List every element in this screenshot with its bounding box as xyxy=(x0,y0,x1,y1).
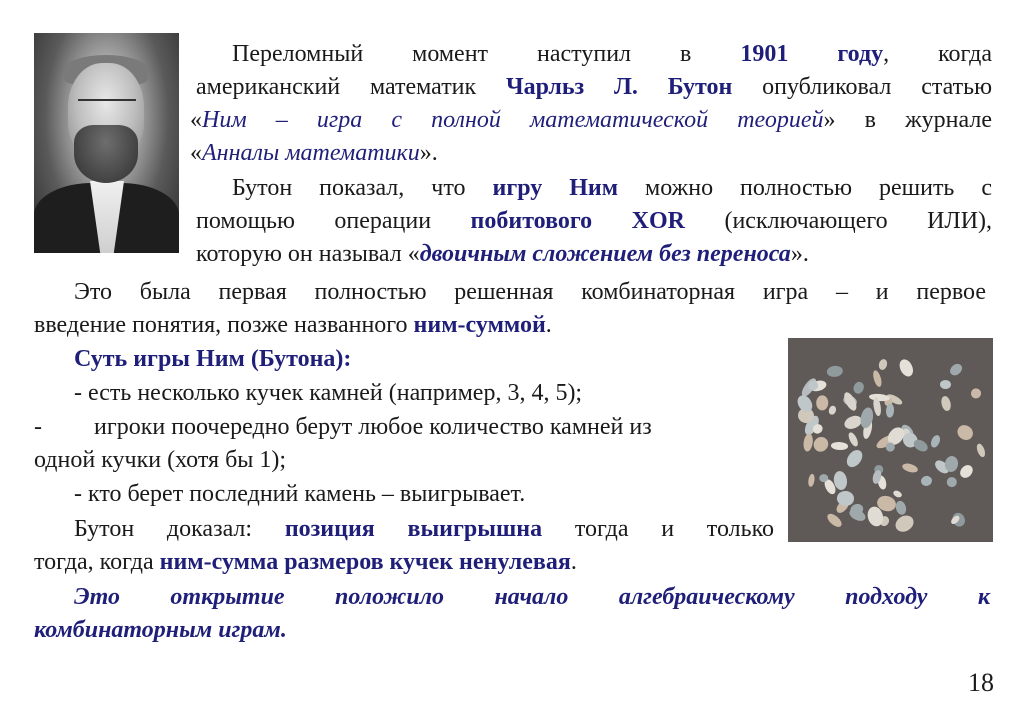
paragraph-xor-line-2: помощью операции побитового XOR (исключающего ИЛИ), xyxy=(196,208,993,234)
paragraph-intro-line-4: «Анналы математики». xyxy=(190,140,438,166)
rules-item-2-line-2: одной кучки (хотя бы 1); xyxy=(34,447,287,473)
paragraph-intro-line-1: Переломный момент наступил в 1901 году, когда xyxy=(232,41,993,67)
paragraph-proof-line-2: тогда, когда ним-сумма размеров кучек ненулевая. xyxy=(34,549,577,575)
rules-item-3: - кто берет последний камень – выигрывает. xyxy=(74,481,526,507)
conclusion-line-2: комбинаторным играм. xyxy=(34,617,287,643)
paragraph-xor-line-3: которую он называл «двоичным сложением без переноса». xyxy=(196,241,809,267)
paragraph-intro-line-2: американский математик Чарльз Л. Бутон опубликовал статью xyxy=(196,74,993,100)
paragraph-xor-line-1: Бутон показал, что игру Ним можно полностью решить с xyxy=(232,175,993,201)
conclusion-line-1: Это открытие положило начало алгебраическому подходу к xyxy=(74,584,990,610)
stones-photo xyxy=(788,338,993,542)
rules-heading: Суть игры Ним (Бутона): xyxy=(74,346,352,372)
rules-item-1: - есть несколько кучек камней (например, 3, 4, 5); xyxy=(74,380,583,406)
paragraph-intro-line-3: «Ним – игра с полной математической теорией» в журнале xyxy=(190,107,993,133)
rules-item-2-line-1: игроки поочередно берут любое количество камней из xyxy=(94,414,652,440)
rules-item-2-dash: - xyxy=(34,414,42,440)
paragraph-first-solved-line-1: Это была первая полностью решенная комбинаторная игра – и первое xyxy=(74,279,986,305)
year-highlight: 1901 году xyxy=(740,41,884,67)
journal-title: Анналы математики xyxy=(202,140,420,166)
page-number: 18 xyxy=(968,668,994,697)
paragraph-first-solved-line-2: введение понятия, позже названного ним-суммой. xyxy=(34,312,552,338)
portrait-photo xyxy=(34,33,179,253)
author-name: Чарльз Л. Бутон xyxy=(506,74,733,100)
paragraph-proof-line-1: Бутон доказал: позиция выигрышна тогда и только xyxy=(74,516,775,542)
article-title: Ним – игра с полной математической теорией xyxy=(202,107,824,133)
